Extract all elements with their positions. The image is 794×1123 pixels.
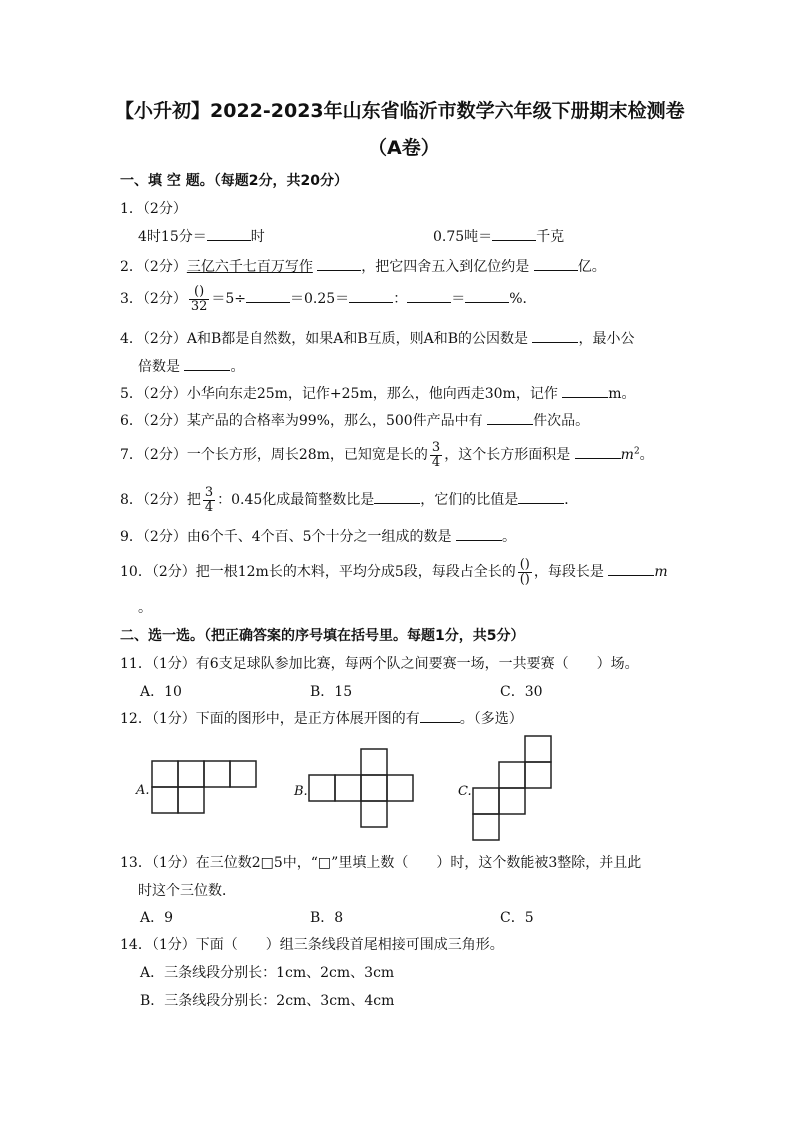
fraction-numerator: () (519, 557, 530, 572)
net-label-c: C. (458, 784, 472, 799)
fraction-denominator: 4 (204, 499, 214, 515)
q4-text: A和B都是自然数，如果A和B互质，则A和B的公因数是 (186, 331, 529, 347)
page-subtitle: （A卷） (368, 137, 440, 159)
q8-text: ：0.45化成最简整数比是 (217, 492, 375, 509)
question-1-head: 1．（2分） (120, 201, 187, 217)
answer-blank[interactable] (532, 328, 578, 343)
fraction-denominator: 4 (431, 454, 441, 470)
q8-head: 8．（2分） (120, 492, 187, 509)
q8-mid: ，它们的比值是 (420, 492, 519, 509)
answer-blank[interactable] (407, 288, 451, 303)
q9-text: 由6个千、4个百、5个十分之一组成的数是 (186, 529, 452, 545)
q12-tail: 。（多选） (459, 711, 523, 727)
q4-head: 4．（2分） (120, 331, 187, 347)
q2-underlined-text: 三亿六千七百万写作 (186, 259, 313, 275)
q3-t4: ＝ (451, 291, 466, 308)
q9-head: 9．（2分） (120, 529, 187, 545)
q3-t5: %． (509, 291, 537, 308)
answer-blank[interactable] (518, 489, 564, 504)
question-13-line-1 (120, 852, 641, 872)
question-9 (120, 526, 516, 546)
q7-unit-exponent: 2 (633, 446, 640, 457)
q4-line1-tail: ，最小公 (578, 331, 635, 347)
q1-a-unit: 时 (250, 229, 265, 245)
q13-head: 13．（1分） (120, 855, 196, 871)
q11-option-b[interactable]: B．15 (310, 684, 353, 700)
q8-fraction (203, 486, 215, 514)
q3-fraction (189, 285, 210, 313)
fraction-numerator: 3 (431, 440, 441, 455)
answer-blank[interactable] (487, 410, 533, 425)
q3-t1: ＝5÷ (211, 291, 247, 308)
question-6 (120, 410, 589, 430)
q1-b-unit: 千克 (536, 229, 565, 245)
q2-head: 2．（2分） (120, 259, 187, 275)
question-10 (120, 558, 668, 586)
section-2-heading: 二、选一选。（把正确答案的序号填在括号里。每题1分，共5分） (120, 628, 525, 644)
q12-text: 下面的图形中，是正方体展开图的有 (195, 711, 420, 727)
q13-option-a[interactable]: A．9 (140, 910, 174, 926)
q10-head: 10．（2分） (120, 564, 196, 581)
q8-tail: ． (564, 492, 579, 509)
question-3 (120, 285, 537, 313)
answer-blank[interactable] (465, 288, 509, 303)
answer-blank[interactable] (575, 444, 621, 459)
q10-text: 把一根12m长的木料，平均分成5段，每段占全长的 (195, 564, 516, 581)
q3-t3: ： (393, 291, 408, 308)
answer-blank[interactable] (608, 561, 654, 576)
question-2 (120, 256, 606, 276)
fraction-numerator: 3 (204, 485, 214, 500)
q13-text: 在三位数2□5中，“□”里填上数（ ）时，这个数能被3整除，并且此 (195, 855, 642, 871)
question-4-line-1 (120, 328, 634, 348)
q7-tail: 。 (639, 447, 654, 464)
q14-text: 下面（ ）组三条线段首尾相接可围成三角形。 (195, 937, 504, 953)
answer-blank[interactable] (184, 356, 230, 371)
cube-net-a[interactable] (134, 759, 264, 819)
answer-blank[interactable] (207, 226, 251, 241)
q12-head: 12．（1分） (120, 711, 196, 727)
q6-tail: 件次品。 (533, 413, 590, 429)
answer-blank[interactable] (317, 256, 361, 271)
q4-line2: 倍数是 (138, 359, 180, 375)
cube-net-c[interactable] (457, 734, 557, 844)
q11-head: 11．（1分） (120, 656, 196, 672)
net-label-b: B. (294, 784, 308, 799)
q10-fraction (518, 558, 532, 586)
question-11 (120, 653, 639, 673)
q7-text: 一个长方形，周长28m，已知宽是长的 (186, 447, 428, 464)
answer-blank[interactable] (562, 383, 608, 398)
q3-head: 3．（2分） (120, 291, 187, 308)
answer-blank[interactable] (349, 288, 393, 303)
q14-option-b[interactable]: B．三条线段分别长：2cm、3cm、4cm (140, 993, 395, 1009)
question-1-part-b (433, 226, 564, 246)
question-14 (120, 934, 504, 954)
q1-a-text: 4时15分＝ (138, 229, 207, 245)
fraction-denominator: 32 (190, 298, 208, 314)
question-1-part-a (138, 226, 265, 246)
q11-option-c[interactable]: C．30 (500, 684, 543, 700)
answer-blank[interactable] (492, 226, 536, 241)
question-10-line-2: 。 (138, 600, 152, 616)
fraction-numerator: () (189, 285, 210, 300)
q13-option-b[interactable]: B．8 (310, 910, 344, 926)
q6-text: 某产品的合格率为99%，那么，500件产品中有 (186, 413, 483, 429)
q10-unit: m (654, 564, 668, 581)
q2-mid: ，把它四舍五入到亿位约是 (361, 259, 530, 275)
q9-tail: 。 (502, 529, 517, 545)
q5-text: 小华向东走25m，记作+25m，那么，他向西走30m，记作 (186, 386, 558, 402)
answer-blank[interactable] (534, 256, 578, 271)
q5-tail: m。 (608, 386, 636, 402)
q10-mid: ，每段长是 (533, 564, 604, 581)
answer-blank[interactable] (456, 526, 502, 541)
q4-line2-tail: 。 (230, 359, 245, 375)
question-7 (120, 441, 654, 469)
answer-blank[interactable] (420, 708, 460, 723)
q8-pre: 把 (186, 492, 201, 509)
question-5 (120, 383, 636, 403)
answer-blank[interactable] (374, 489, 420, 504)
q7-unit: m (620, 447, 634, 464)
q11-text: 有6支足球队参加比赛，每两个队之间要赛一场，一共要赛（ ）场。 (195, 656, 639, 672)
cube-net-b[interactable] (293, 747, 443, 833)
q1-b-text: 0.75吨＝ (433, 229, 493, 245)
q5-head: 5．（2分） (120, 386, 187, 402)
q11-option-a[interactable]: A．10 (140, 684, 182, 700)
q14-option-a[interactable]: A．三条线段分别长：1cm、2cm、3cm (140, 965, 395, 981)
page-title: 【小升初】2022-2023年山东省临沂市数学六年级下册期末检测卷 (115, 100, 685, 122)
answer-blank[interactable] (246, 288, 290, 303)
q6-head: 6．（2分） (120, 413, 187, 429)
fraction-denominator: () (519, 571, 530, 587)
q7-mid: ，这个长方形面积是 (444, 447, 571, 464)
question-12 (120, 708, 523, 728)
question-13-line-2: 时这个三位数． (138, 883, 236, 899)
question-4-line-2 (138, 356, 244, 376)
q14-head: 14．（1分） (120, 937, 196, 953)
section-1-heading: 一、填 空 题。（每题2分，共20分） (120, 173, 348, 189)
q7-fraction (430, 441, 442, 469)
net-label-a: A. (136, 783, 150, 798)
q13-option-c[interactable]: C．5 (500, 910, 534, 926)
question-8 (120, 486, 578, 514)
q3-t2: ＝0.25＝ (290, 291, 350, 308)
q2-tail: 亿。 (577, 259, 606, 275)
q7-head: 7．（2分） (120, 447, 187, 464)
